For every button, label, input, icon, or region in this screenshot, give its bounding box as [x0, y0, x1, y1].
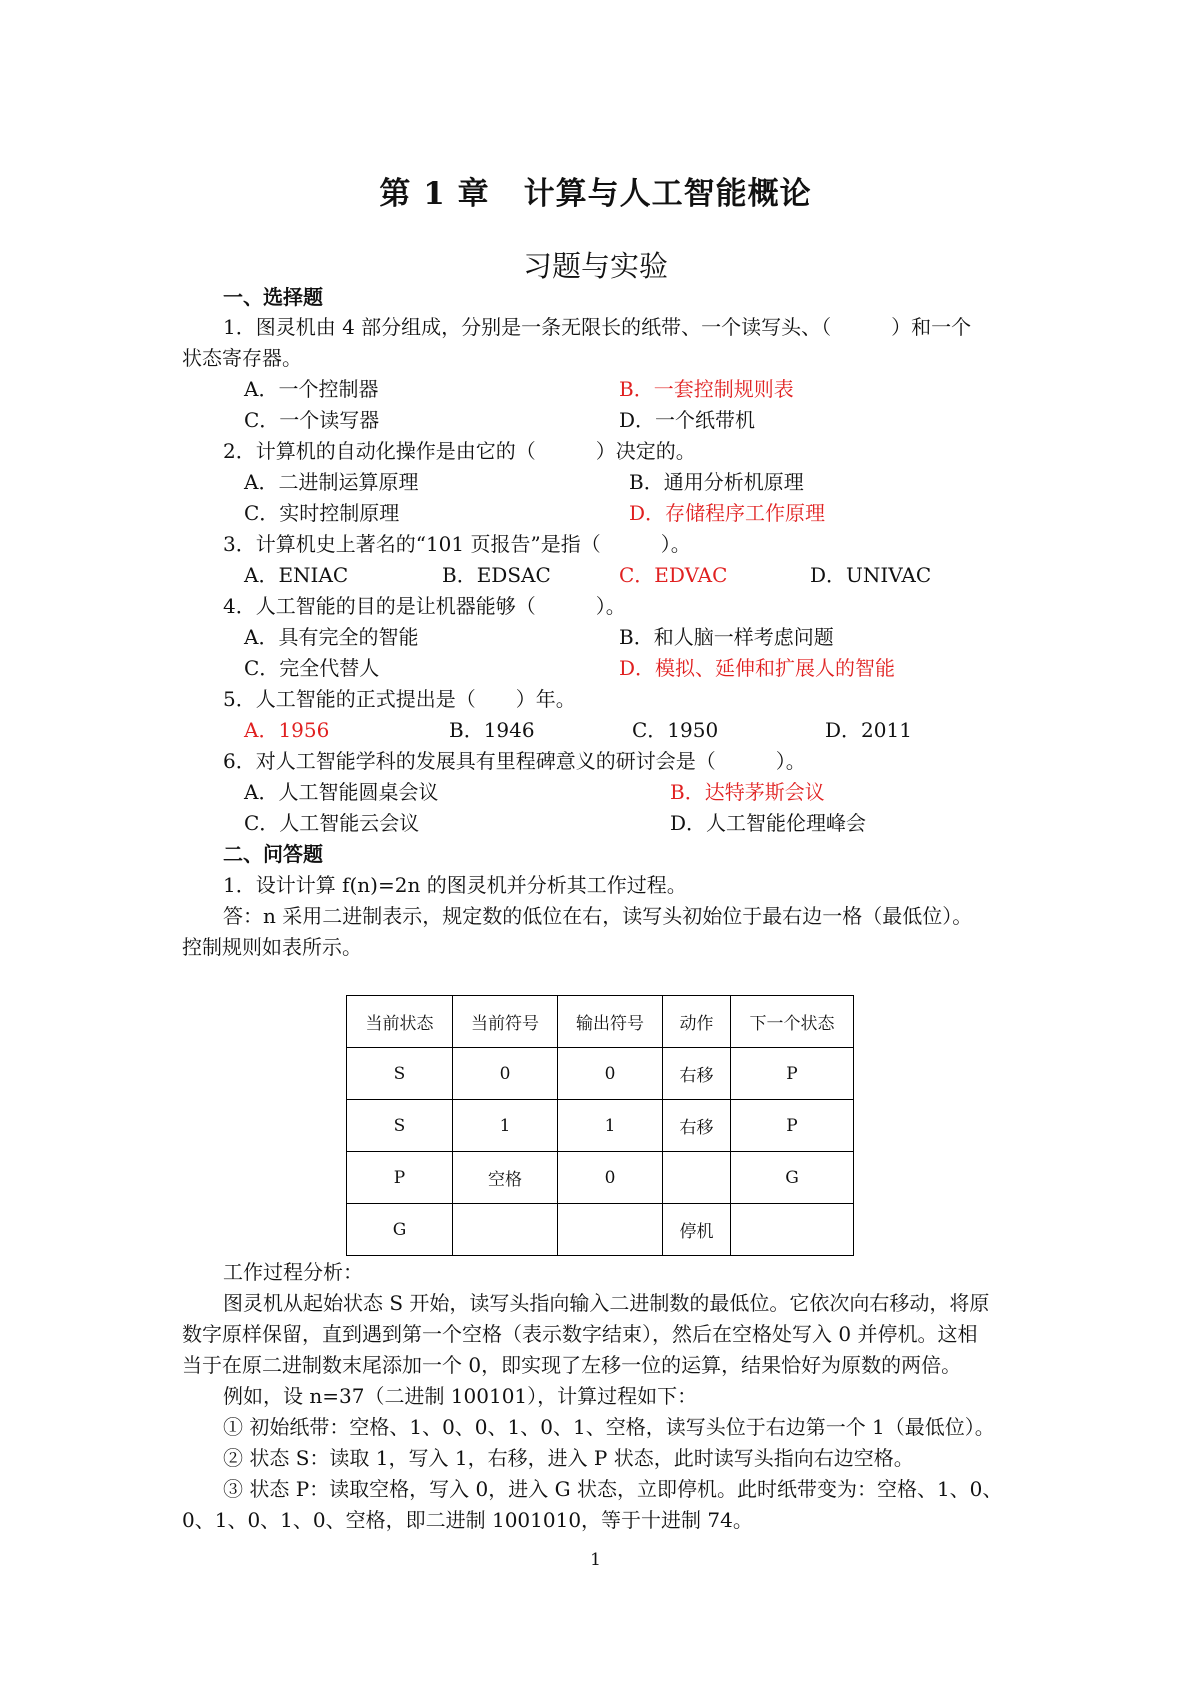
q1-option-a: A．一个控制器 [244, 377, 379, 401]
table-cell: 1 [558, 1100, 663, 1152]
q1-option-c: C．一个读写器 [244, 408, 380, 432]
table-row [347, 1048, 854, 1100]
table-row [347, 1100, 854, 1152]
table-cell: G [731, 1152, 854, 1204]
section-subtitle: 习题与实验 [522, 249, 668, 283]
q5-option-c: C．1950 [632, 718, 719, 742]
question-4-text: 4．人工智能的目的是让机器能够（ ）。 [223, 594, 626, 618]
table-cell: P [731, 1048, 854, 1100]
question-5-text: 5．人工智能的正式提出是（ ）年。 [223, 687, 576, 711]
table-cell: S [347, 1048, 453, 1100]
chapter-name: 计算与人工智能概论 [523, 176, 812, 212]
q2-option-c: C．实时控制原理 [244, 501, 400, 525]
q1-option-d: D．一个纸带机 [619, 408, 756, 432]
analysis-paragraph-cont: 当于在原二进制数末尾添加一个 0，即实现了左移一位的运算，结果恰好为原数的两倍。 [182, 1353, 962, 1377]
table-header-cell: 当前状态 [347, 996, 453, 1048]
example-step-2: ② 状态 S：读取 1，写入 1，右移，进入 P 状态，此时读写头指向右边空格。 [223, 1446, 914, 1470]
q4-option-b: B．和人脑一样考虑问题 [619, 625, 834, 649]
analysis-paragraph: 图灵机从起始状态 S 开始，读写头指向输入二进制数的最低位。它依次向右移动，将原 [223, 1291, 990, 1315]
table-cell [731, 1204, 854, 1256]
table-cell: 0 [558, 1048, 663, 1100]
q6-option-c: C．人工智能云会议 [244, 811, 420, 835]
qa-1-question: 1．设计计算 f(n)=2n 的图灵机并分析其工作过程。 [223, 873, 687, 897]
q1-option-b-answer: B．一套控制规则表 [619, 377, 794, 401]
question-6-text: 6．对人工智能学科的发展具有里程碑意义的研讨会是（ ）。 [223, 749, 806, 773]
example-step-3: ③ 状态 P：读取空格，写入 0，进入 G 状态，立即停机。此时纸带变为：空格、1、0、 [223, 1477, 1003, 1501]
chapter-number: 第 1 章 [379, 176, 490, 212]
control-rules-table [346, 995, 854, 1256]
q4-option-a: A．具有完全的智能 [244, 625, 419, 649]
question-1-text-cont: 状态寄存器。 [182, 346, 302, 370]
table-header-cell: 动作 [663, 996, 731, 1048]
q4-option-d-answer: D．模拟、延伸和扩展人的智能 [619, 656, 896, 680]
question-1-text: 1．图灵机由 4 部分组成，分别是一条无限长的纸带、一个读写头、（ ）和一个 [223, 315, 972, 339]
example-intro: 例如，设 n=37（二进制 100101），计算过程如下： [223, 1384, 698, 1408]
q2-option-d-answer: D．存储程序工作原理 [629, 501, 826, 525]
table-cell: 停机 [663, 1204, 731, 1256]
table-header-cell: 输出符号 [558, 996, 663, 1048]
q5-option-d: D．2011 [825, 718, 912, 742]
q2-option-b: B．通用分析机原理 [629, 470, 804, 494]
question-3-text: 3．计算机史上著名的“101 页报告”是指（ ）。 [223, 532, 691, 556]
q3-option-a: A．ENIAC [244, 563, 349, 587]
table-header-cell: 当前符号 [453, 996, 558, 1048]
table-cell: P [731, 1100, 854, 1152]
table-cell [663, 1152, 731, 1204]
q6-option-d: D．人工智能伦理峰会 [670, 811, 867, 835]
analysis-heading: 工作过程分析： [223, 1260, 363, 1284]
q2-option-a: A．二进制运算原理 [244, 470, 419, 494]
table-cell: 右移 [663, 1048, 731, 1100]
qa-1-answer-cont: 控制规则如表所示。 [182, 935, 362, 959]
table-cell: S [347, 1100, 453, 1152]
table-cell: 空格 [453, 1152, 558, 1204]
section-heading-choice: 一、选择题 [223, 285, 323, 309]
table-header-row [347, 996, 854, 1048]
table-cell: 1 [453, 1100, 558, 1152]
chapter-title [0, 168, 1191, 213]
q6-option-a: A．人工智能圆桌会议 [244, 780, 439, 804]
table-cell [453, 1204, 558, 1256]
table-cell: 0 [453, 1048, 558, 1100]
section-heading-qa: 二、问答题 [223, 842, 323, 866]
q4-option-c: C．完全代替人 [244, 656, 380, 680]
table-row [347, 1152, 854, 1204]
page-number: 1 [590, 1550, 601, 1570]
table-cell: 右移 [663, 1100, 731, 1152]
q5-option-a-answer: A．1956 [244, 718, 330, 742]
table-cell: P [347, 1152, 453, 1204]
q3-option-c-answer: C．EDVAC [619, 563, 728, 587]
example-step-1: ① 初始纸带：空格、1、0、0、1、0、1、空格，读写头位于右边第一个 1（最低位）。 [223, 1415, 995, 1439]
analysis-paragraph-cont: 数字原样保留，直到遇到第一个空格（表示数字结束），然后在空格处写入 0 并停机。这相 [182, 1322, 978, 1346]
qa-1-answer: 答：n 采用二进制表示，规定数的低位在右，读写头初始位于最右边一格（最低位）。 [223, 904, 973, 928]
example-step-3-cont: 0、1、0、1、0、空格，即二进制 1001010，等于十进制 74。 [182, 1508, 753, 1532]
q6-option-b-answer: B．达特茅斯会议 [670, 780, 825, 804]
table-row [347, 1204, 854, 1256]
table-cell: G [347, 1204, 453, 1256]
q3-option-d: D．UNIVAC [810, 563, 932, 587]
table-cell [558, 1204, 663, 1256]
table-header-cell: 下一个状态 [731, 996, 854, 1048]
question-2-text: 2．计算机的自动化操作是由它的（ ）决定的。 [223, 439, 696, 463]
q3-option-b: B．EDSAC [442, 563, 551, 587]
table-cell: 0 [558, 1152, 663, 1204]
q5-option-b: B．1946 [449, 718, 535, 742]
